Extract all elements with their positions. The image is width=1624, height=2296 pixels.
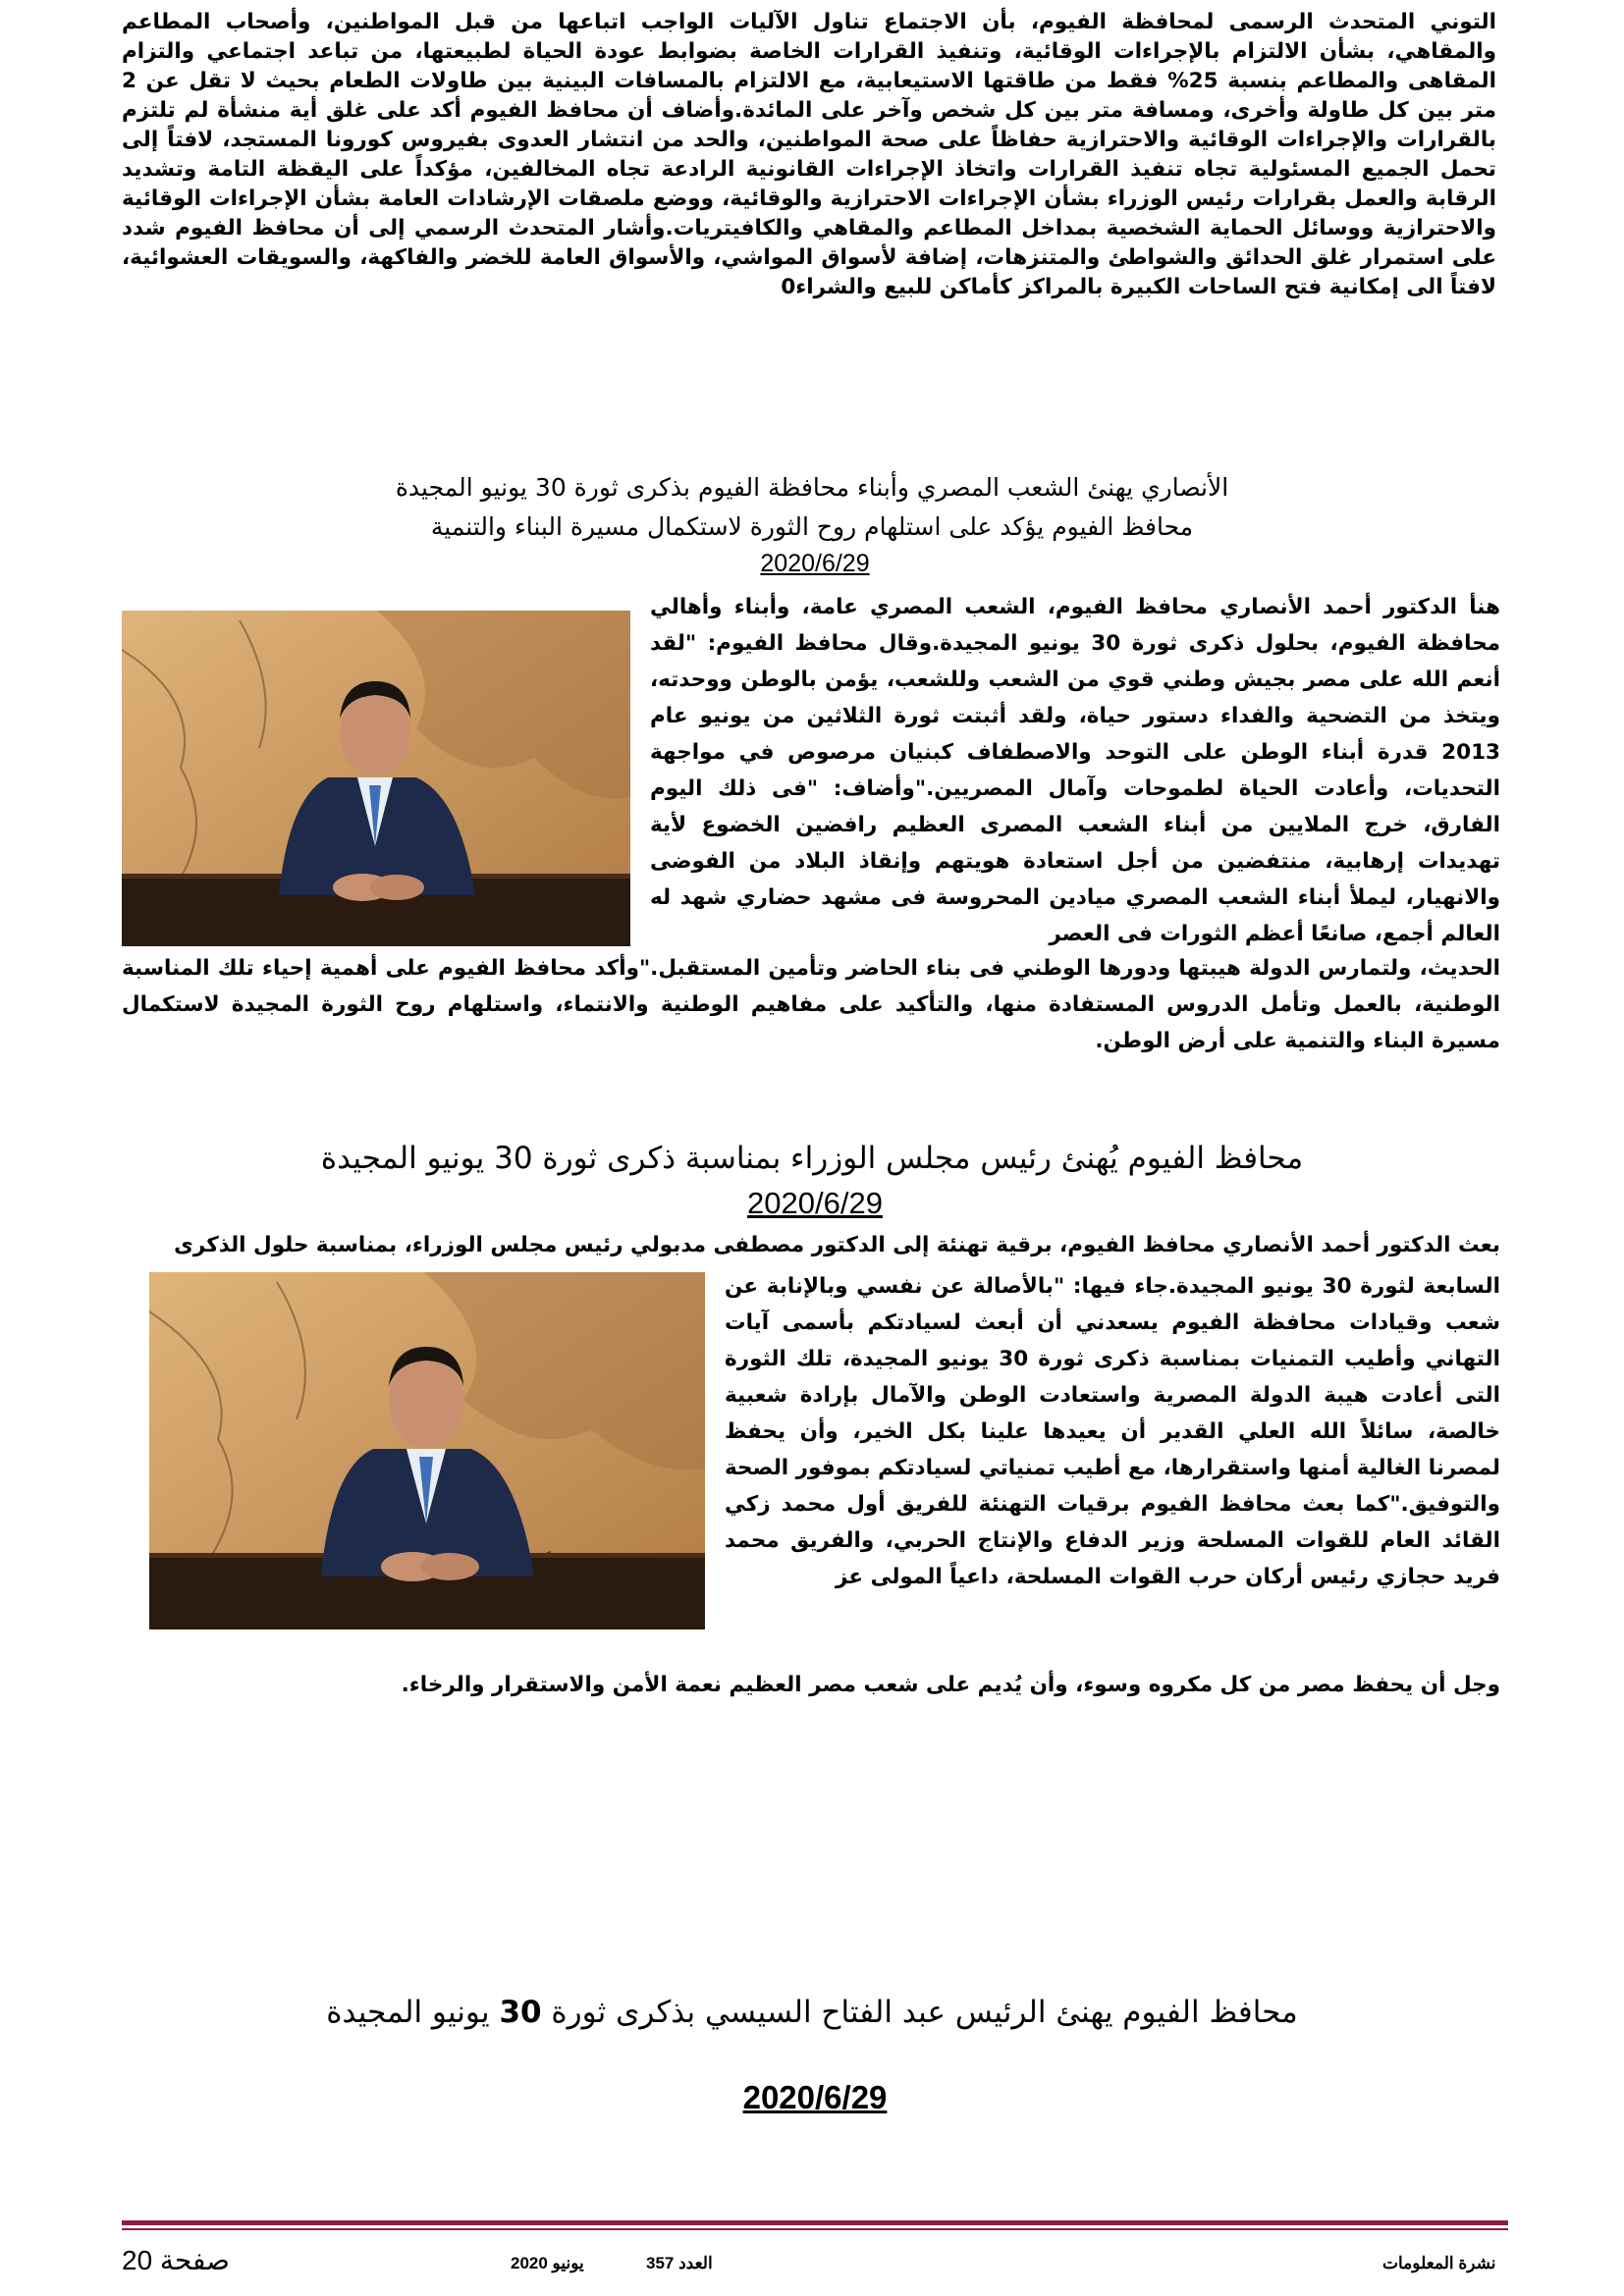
footer-issue: العدد 357 [646,2254,713,2272]
article1-title-line2: محافظ الفيوم يؤكد على استلهام روح الثورة لاستكمال مسيرة البناء والتنمية [430,512,1194,541]
footer-page-number: صفحة 20 [122,2245,230,2275]
footer-rule-thin [122,2228,1508,2230]
article2-body-wrapped: السابعة لثورة 30 يونيو المجيدة.جاء فيها: "بالأصالة عن نفسي وبالإنابة عن شعب وقيادات محافظة الفيوم يسعدني أن أبعث لسيادتكم بأسمى آيات التهاني وأطيب التمنيات بمناسبة ذكرى ثورة 30 يونيو المجيدة، تلك الثورة التى أعادت هيبة الدولة المصرية واستعادت الوطن والآمال بإرادة شعبية خالصة، سائلاً الله العلي القدير أن يعيدها علينا بكل الخير، وأن يحفظ لمصرنا الغالية أمنها واستقرارها، مع أطيب تمنياتي لسيادتكم بموفور الصحة والتوفيق."كما بعث محافظ الفيوم برقيات التهنئة للفريق أول محمد زكي القائد العام للقوات المسلحة وزير الدفاع والإنتاج الحربي، والفريق محمد فريد حجازي رئيس أركان حرب القوات المسلحة، داعياً المولى عز [725,1274,1500,1589]
article1-date: 2020/6/29 [760,550,870,577]
intro-paragraph: التوني المتحدث الرسمى لمحافظة الفيوم، بأن الاجتماع تناول الآليات الواجب اتباعها من قبل المواطنين، وأصحاب المطاعم والمقاهي، بشأن الالتزام بالإجراءات الوقائية، وتنفيذ القرارات الخاصة بضوابط عودة الحياة لطبيعتها، من تباعد اجتماعي والتزام المقاهى والمطاعم بنسبة 25% فقط من طاقتها الاستيعابية، مع الالتزام بالمسافات البينية بين طاولات الطعام بحيث لا تقل عن 2 متر بين كل طاولة وأخرى، ومسافة متر بين كل شخص وآخر على المائدة.وأضاف أن محافظ الفيوم أكد على غلق أية منشأة لم تلتزم بالقرارات والإجراءات الوقائية والاحترازية حفاظاً على صحة المواطنين، والحد من انتشار العدوى بفيروس كورونا المستجد، لافتاً إلى تحمل الجميع المسئولية تجاه تنفيذ القرارات واتخاذ الإجراءات القانونية الرادعة تجاه المخالفين، مؤكداً على اليقظة التامة وتشديد الرقابة والعمل بقرارات رئيس الوزراء بشأن الإجراءات الاحترازية والوقائية، ووضع ملصقات الإرشادات العامة بشأن الإجراءات الوقائية والاحترازية ووسائل الحماية الشخصية بمداخل المطاعم والمقاهي والكافيتريات.وأشار المتحدث الرسمي إلى أن محافظ الفيوم شدد على استمرار غلق الحدائق والشواطئ والمتنزهات، إضافة لأسواق المواشي، والأسواق العامة للخضر والفاكهة، والسويقات العشوائية، لافتاً الى إمكانية فتح الساحات الكبيرة بالمراكز كأماكن للبيع والشراء0 [122,10,1496,299]
article3-title: محافظ الفيوم يهنئ الرئيس عبد الفتاح السيسي بذكرى ثورة 30 يونيو المجيدة [326,1995,1298,2030]
footer-month: يونيو 2020 [511,2254,584,2272]
article1-title-line1: الأنصاري يهنئ الشعب المصري وأبناء محافظة الفيوم بذكرى ثورة 30 يونيو المجيدة [395,473,1229,502]
article2-date: 2020/6/29 [747,1186,883,1220]
article1-photo [122,611,630,946]
governor-photo-icon [122,611,630,946]
article3-date: 2020/6/29 [742,2079,888,2115]
article1-body-full: الحديث، ولتمارس الدولة هيبتها ودورها الوطني فى بناء الحاضر وتأمين المستقبل."وأكد محافظ الفيوم على أهمية إحياء تلك المناسبة الوطنية، بالعمل وتأمل الدروس المستفادة منها، والتأكيد على مفاهيم الوطنية والانتماء، واستلهام روح الثورة المجيدة لاستكمال مسيرة البناء والتنمية على أرض الوطن. [122,956,1500,1053]
article2-body-full: وجل أن يحفظ مصر من كل مكروه وسوء، وأن يُديم على شعب مصر العظيم نعمة الأمن والاستقرار والرخاء. [401,1673,1500,1697]
article2-title: محافظ الفيوم يُهنئ رئيس مجلس الوزراء بمناسبة ذكرى ثورة 30 يونيو المجيدة [320,1141,1304,1176]
governor-photo-icon [149,1272,705,1629]
article2-photo [149,1272,705,1629]
footer-bulletin-name: نشرة المعلومات [1382,2254,1496,2272]
article3-title-number: 30 [499,1995,542,2030]
article1-body-wrapped: هنأ الدكتور أحمد الأنصاري محافظ الفيوم، الشعب المصري عامة، وأبناء وأهالي محافظة الفيوم، بحلول ذكرى ثورة 30 يونيو المجيدة.وقال محافظ الفيوم: "لقد أنعم الله على مصر بجيش وطني قوي من الشعب وللشعب، يؤمن بالوطن ووحدته، ويتخذ من التضحية والفداء دستور حياة، ولقد أثبتت ثورة الثلاثين من يونيو عام 2013 قدرة أبناء الوطن على التوحد والاصطفاف كبنيان مرصوص في مواجهة التحديات، وأعادت الحياة لطموحات وآمال المصريين."وأضاف: "فى ذلك اليوم الفارق، خرج الملايين من أبناء الشعب المصرى العظيم رافضين الخضوع لأية تهديدات إرهابية، منتفضين من أجل استعادة هويتهم وإنقاذ البلاد من الفوضى والانهيار، ليملأ أبناء الشعب المصري ميادين المحروسة فى مشهد حضاري شهد له العالم أجمع، صانعًا أعظم الثورات فى العصر [650,595,1500,946]
article2-body-top: بعث الدكتور أحمد الأنصاري محافظ الفيوم، برقية تهنئة إلى الدكتور مصطفى مدبولي رئيس مجلس الوزراء، بمناسبة حلول الذكرى [174,1233,1500,1257]
footer-rule [122,2220,1508,2225]
